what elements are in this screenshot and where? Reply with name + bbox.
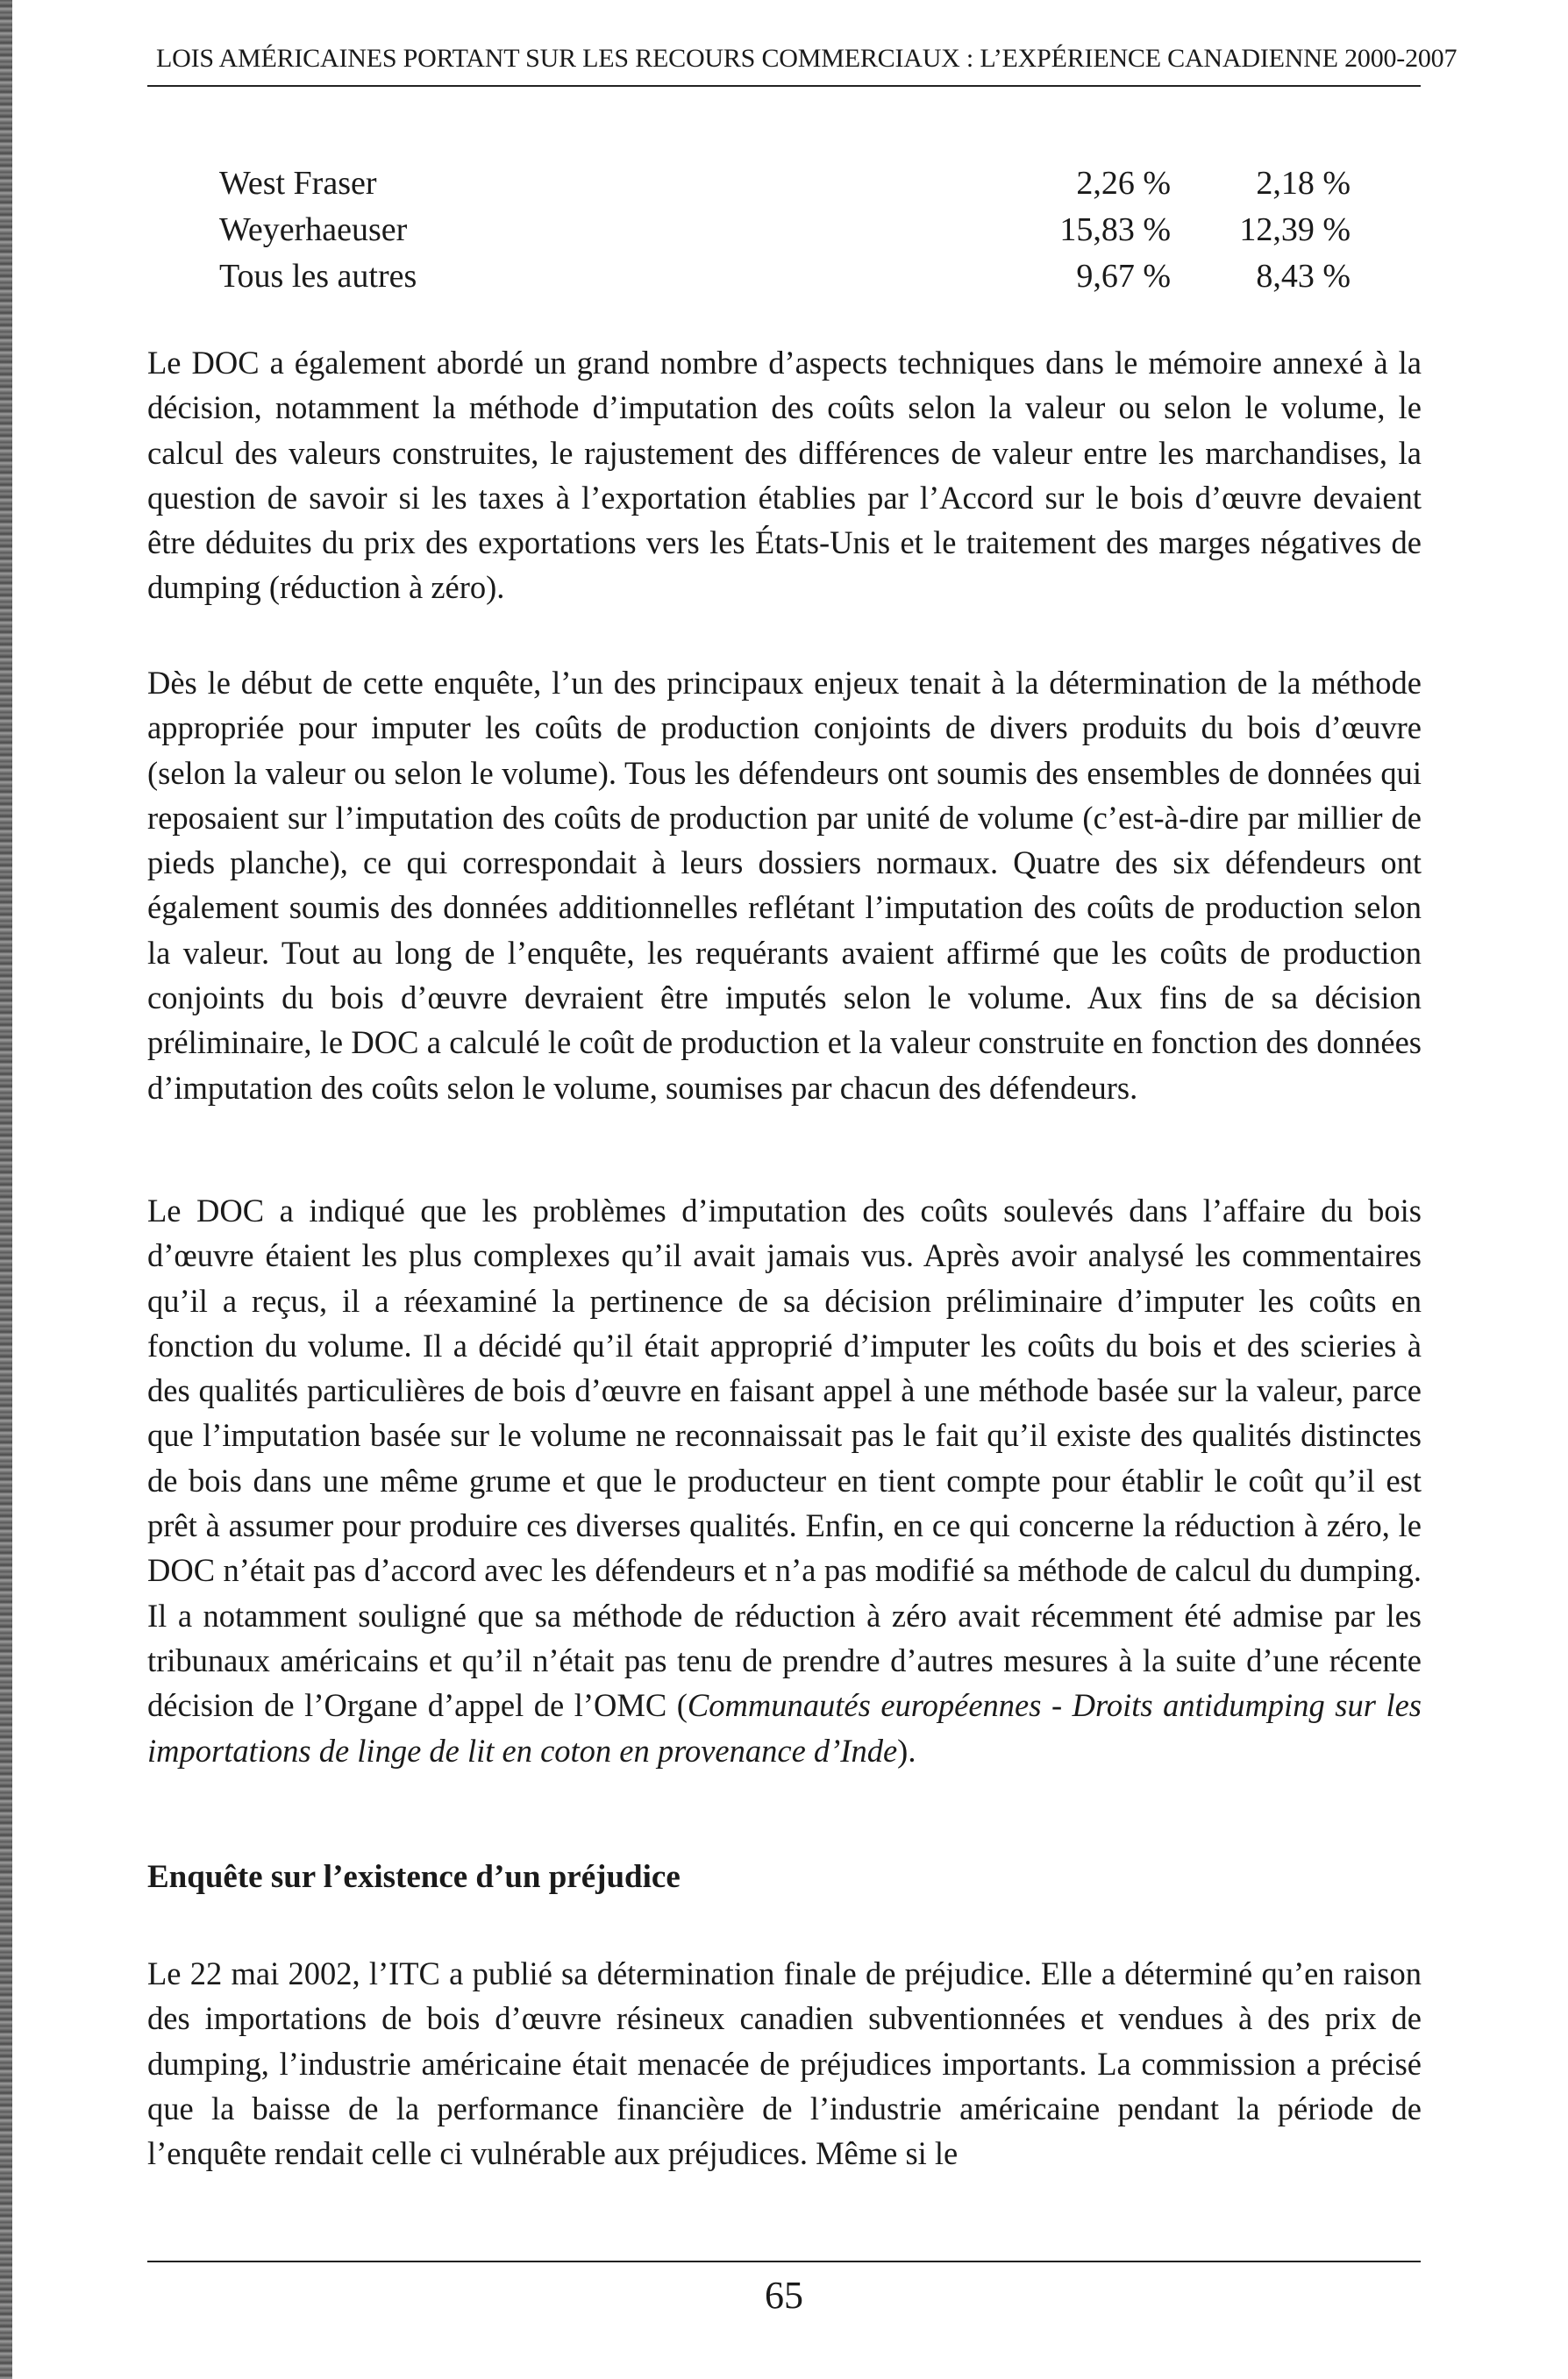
scan-binding-edge — [0, 0, 12, 2379]
rate-row — [219, 160, 1359, 207]
paragraph-cost-allocation: Dès le début de cette enquête, l’un des principaux enjeux tenait à la détermination de la méthode appropriée pour imputer les coûts de production conjoints de divers produits du bois d’œuvre (selon la valeur ou selon le volume). Tous les défendeurs ont soumis des ensembles de données qui reposaient sur l’imputation des coûts de production par unité de volume (c’est-à-dire par millier de pieds planche), ce qui correspondait à leurs dossiers normaux. Quatre des six défendeurs ont également soumis des données additionnelles reflétant l’imputation des coûts de production selon la valeur. Tout au long de l’enquête, les requérants avaient affirmé que les coûts de production conjoints du bois d’œuvre devraient être imputés selon le volume. Aux fins de sa décision préliminaire, le DOC a calculé le coût de production et la valeur construite en fonction des données d’imputation des coûts selon le volume, soumises par chacun des défendeurs. — [147, 665, 1422, 1106]
page-number: 65 — [765, 2274, 803, 2317]
case-citation: Communautés européennes - Droits antidumping sur les importations de linge de lit en coton en provenance d’Inde — [147, 1687, 1422, 1769]
rate-value-1: 9,67 % — [1076, 258, 1171, 295]
duty-rates-table — [219, 160, 1359, 300]
footer-rule — [147, 2261, 1421, 2262]
rate-value-2: 12,39 % — [1239, 211, 1351, 248]
company-name: Weyerhaeuser — [219, 211, 408, 248]
paragraph-text-end: ). — [897, 1732, 916, 1769]
rate-row — [219, 253, 1359, 300]
paragraph-doc-final-decision — [147, 1188, 1422, 1773]
rate-value-2: 2,18 % — [1256, 165, 1351, 202]
header-rule — [147, 85, 1421, 87]
company-name: Tous les autres — [219, 258, 417, 295]
company-name: West Fraser — [219, 165, 377, 202]
rate-value-1: 15,83 % — [1059, 211, 1171, 248]
section-heading: Enquête sur l’existence d’un préjudice — [147, 1859, 681, 1895]
paragraph-itc-determination: Le 22 mai 2002, l’ITC a publié sa détermination finale de préjudice. Elle a déterminé qu’en raison des importations de bois d’œuvre résineux canadien subventionnées et vendues à des prix de dumping, l’industrie américaine était menacée de préjudices importants. La commission a précisé que la baisse de la performance financière de l’industrie américaine pendant la période de l’enquête rendait celle ci vulnérable aux préjudices. Même si le — [147, 1955, 1422, 2172]
rate-value-2: 8,43 % — [1256, 258, 1351, 295]
rate-value-1: 2,26 % — [1076, 165, 1171, 202]
paragraph-technical-aspects: Le DOC a également abordé un grand nombre d’aspects techniques dans le mémoire annexé à la décision, notamment la méthode d’imputation des coûts selon la valeur ou selon le volume, le calcul des valeurs construites, le rajustement des différences de valeur entre les marchandises, la question de savoir si les taxes à l’exportation établies par l’Accord sur le bois d’œuvre devaient être déduites du prix des exportations vers les États-Unis et le traitement des marges négatives de dumping (réduction à zéro). — [147, 345, 1422, 606]
rate-row — [219, 207, 1359, 253]
paragraph-text: Le DOC a indiqué que les problèmes d’imputation des coûts soulevés dans l’affaire du bois d’œuvre étaient les plus complexes qu’il avait jamais vus. Après avoir analysé les commentaires qu’il a reçus, il a réexaminé la pertinence de sa décision préliminaire d’imputer les coûts en fonction du volume. Il a décidé qu’il était approprié d’imputer les coûts du bois et des scieries à des qualités particulières de bois d’œuvre en faisant appel à une méthode basée sur la valeur, parce que l’imputation basée sur le volume ne reconnaissait pas le fait qu’il existe des qualités distinctes de bois dans une même grume et que le producteur en tient compte pour établir le coût qu’il est prêt à assumer pour produire ces diverses qualités. Enfin, en ce qui concerne la réduction à zéro, le DOC n’était pas d’accord avec les défendeurs et n’a pas modifié sa méthode de calcul du dumping. Il a notamment souligné que sa méthode de réduction à zéro avait récemment été admise par les tribunaux américains et qu’il n’était pas tenu de prendre d’autres mesures à la suite d’une récente décision de l’Organe d’appel de l’OMC ( — [147, 1193, 1422, 1724]
running-header: LOIS AMÉRICAINES PORTANT SUR LES RECOURS COMMERCIAUX : L’EXPÉRIENCE CANADIENNE 2000-2007 — [156, 44, 1458, 73]
